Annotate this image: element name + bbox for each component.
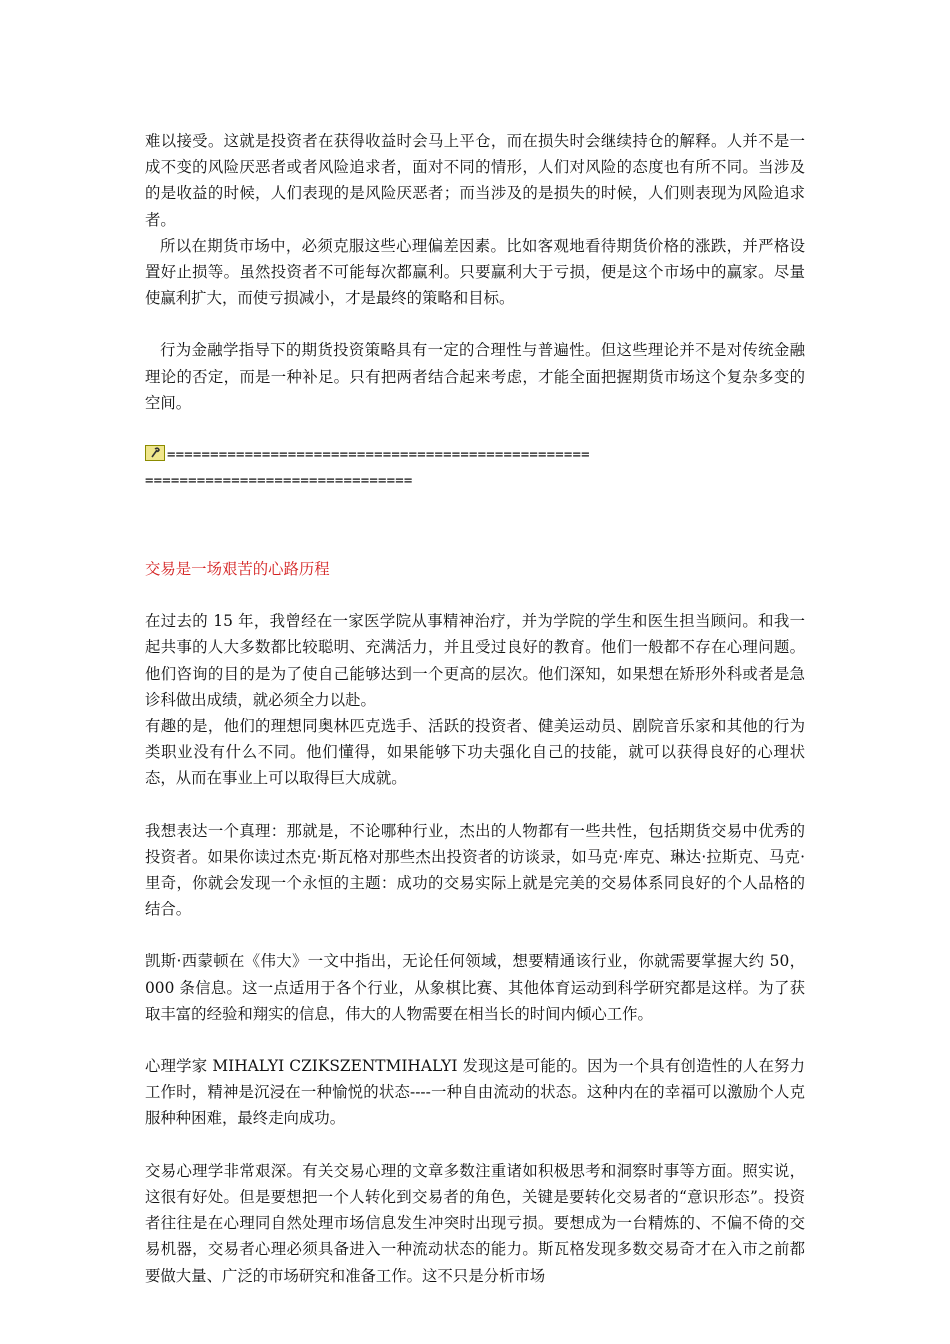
- paragraph: 在过去的 15 年，我曾经在一家医学院从事精神治疗，并为学院的学生和医生担当顾问。和我一起共事的人大多数都比较聪明、充满活力，并且受过良好的教育。他们一般都不存在心理问题。他们咨询的目的是为了使自己能够达到一个更高的层次。他们深知，如果想在矫形外科或者是急诊科做出成绩，就必须全力以赴。: [145, 612, 805, 709]
- blank-line: [145, 792, 805, 818]
- tool-icon: [145, 445, 165, 461]
- divider-line: [145, 442, 805, 468]
- divider-text: =================================================: [167, 447, 590, 464]
- blank-line: [145, 494, 805, 520]
- divider: [145, 442, 805, 494]
- paragraph: 心理学家 MIHALYI CZIKSZENTMIHALYI 发现这是可能的。因为一个具有创造性的人在努力工作时，精神是沉浸在一种愉悦的状态----一种自由流动的状态。这种内在的幸福可以激励个人克服种种困难，最终走向成功。: [145, 1057, 805, 1128]
- blank-line: [145, 1132, 805, 1158]
- paragraph: 我想表达一个真理：那就是，不论哪种行业，杰出的人物都有一些共性，包括期货交易中优秀的投资者。如果你读过杰克·斯瓦格对那些杰出投资者的访谈录，如马克·库克、琳达·拉斯克、马克·里奇，你就会发现一个永恒的主题：成功的交易实际上就是完美的交易体系同良好的个人品格的结合。: [145, 821, 805, 919]
- document-body: [145, 128, 805, 1289]
- blank-line: [145, 922, 805, 948]
- paragraph: 行为金融学指导下的期货投资策略具有一定的合理性与普遍性。但这些理论并不是对传统金融理论的否定，而是一种补足。只有把两者结合起来考虑，才能全面把握期货市场这个复杂多变的空间。: [145, 341, 805, 412]
- divider-text: ===============================: [145, 473, 413, 490]
- paragraph: 有趣的是，他们的理想同奥林匹克选手、活跃的投资者、健美运动员、剧院音乐家和其他的行为类职业没有什么不同。他们懂得，如果能够下功夫强化自己的技能，就可以获得良好的心理状态，从而在事业上可以取得巨大成就。: [145, 717, 805, 788]
- blank-line: [145, 1027, 805, 1053]
- blank-line: [145, 416, 805, 442]
- paragraph: 难以接受。这就是投资者在获得收益时会马上平仓，而在损失时会继续持仓的解释。人并不是一成不变的风险厌恶者或者风险追求者，面对不同的情形，人们对风险的态度也有所不同。当涉及的是收益的时候，人们表现的是风险厌恶者；而当涉及的是损失的时候，人们则表现为风险追求者。: [145, 132, 805, 229]
- blank-line: [145, 582, 805, 608]
- section-title: 交易是一场艰苦的心路历程: [145, 560, 330, 579]
- paragraph: 凯斯·西蒙顿在《伟大》一文中指出，无论任何领域，想要精通该行业，你就需要掌握大约 50，000 条信息。这一点适用于各个行业，从象棋比赛、其他体育运动到科学研究都是这样。为了获取丰富的经验和翔实的信息，伟大的人物需要在相当长的时间内倾心工作。: [145, 952, 805, 1023]
- paragraph: 所以在期货市场中，必须克服这些心理偏差因素。比如客观地看待期货价格的涨跌，并严格设置好止损等。虽然投资者不可能每次都赢利。只要赢利大于亏损，便是这个市场中的赢家。尽量使赢利扩大，而使亏损减小，才是最终的策略和目标。: [145, 236, 805, 308]
- paragraph: 交易心理学非常艰深。有关交易心理的文章多数注重诸如积极思考和洞察时事等方面。照实说，这很有好处。但是要想把一个人转化到交易者的角色，关键是要转化交易者的“意识形态”。投资者往往是在心理同自然处理市场信息发生冲突时出现亏损。要想成为一台精炼的、不偏不倚的交易机器，交易者心理必须具备进入一种流动状态的能力。斯瓦格发现多数交易奇才在入市之前都要做大量、广泛的市场研究和准备工作。这不只是分析市场: [145, 1161, 805, 1285]
- blank-line: [145, 311, 805, 337]
